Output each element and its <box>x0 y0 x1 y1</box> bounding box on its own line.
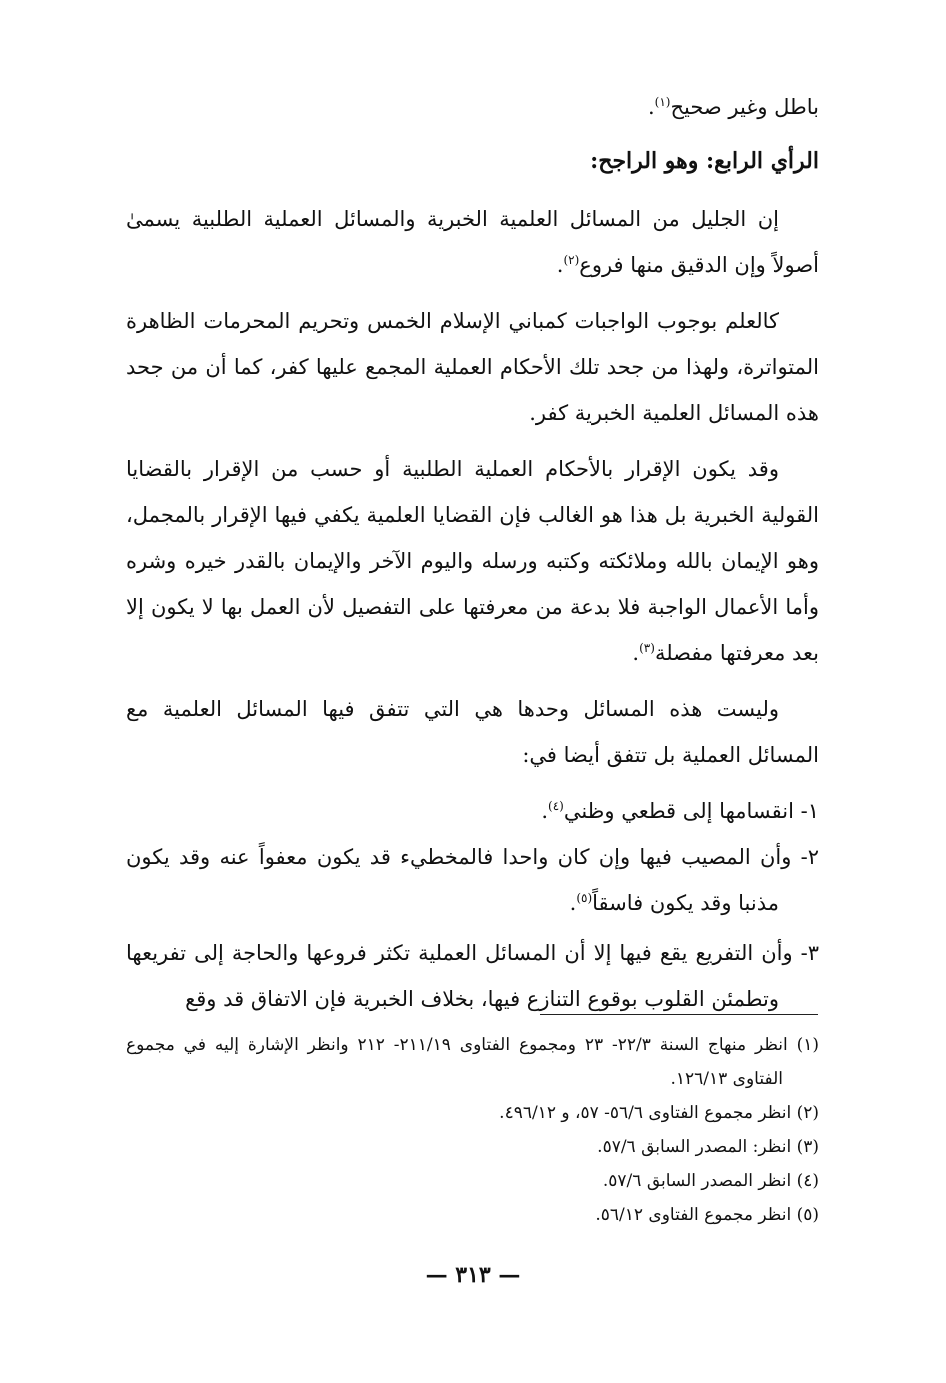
page-number: — ٣١٣ — <box>425 1262 521 1288</box>
footnote-2: (٢) انظر مجموع الفتاوى ٥٦/٦- ٥٧، و ٤٩٦/١٢. <box>499 1103 819 1123</box>
paragraph-1-end: . <box>556 253 564 277</box>
footnote-5: (٥) انظر مجموع الفتاوى ٥٦/١٢. <box>595 1205 819 1225</box>
footnote-ref-2: (٢) <box>563 253 580 267</box>
paragraph-3-end: . <box>632 641 640 665</box>
continuation-end: . <box>647 95 655 119</box>
list-item-1-end: . <box>541 799 548 823</box>
footnote-3: (٣) انظر: المصدر السابق ٥٧/٦. <box>597 1137 819 1157</box>
footnote-ref-1: (١) <box>654 95 671 109</box>
continuation-text: باطل وغير صحيح <box>670 95 819 119</box>
continuation-line <box>126 84 819 130</box>
paragraph-4: وليست هذه المسائل وحدها هي التي تتفق فيها المسائل العلمية مع المسائل العملية بل تتفق أيضا في: <box>126 697 819 767</box>
footnote-ref-3: (٣) <box>639 641 655 655</box>
footnote-ref-4: (٤) <box>548 799 564 813</box>
list-item-1-text: ١- انقسامها إلى قطعي وظني <box>563 799 819 823</box>
paragraph-2: كالعلم بوجوب الواجبات كمباني الإسلام الخمس وتحريم المحرمات الظاهرة المتواترة، ولهذا من جحد تلك الأحكام العملية المجمع عليها كفر، كما أن من جحد هذه المسائل العلمية الخبرية كفر. <box>126 309 819 425</box>
footnote-1: (١) انظر منهاج السنة ٢٢/٣- ٢٣ ومجموع الفتاوى ٢١١/١٩- ٢١٢ وانظر الإشارة إليه في مجموع الفتاوى ١٢٦/١٣. <box>126 1035 819 1089</box>
list-item-2-text: ٢- وأن المصيب فيها وإن كان واحدا فالمخطيء قد يكون معفواً عنه وقد يكون مذنبا وقد يكون فاسقاً <box>126 845 819 915</box>
footnote-separator <box>540 1014 818 1015</box>
footnotes <box>126 1028 819 1232</box>
paragraph-3-text: وقد يكون الإقرار بالأحكام العملية الطلبية أو حسب من الإقرار بالقضايا القولية الخبرية بل هذا هو الغالب فإن القضايا العلمية يكفي فيها الإقرار بالمجمل، وهو الإيمان بالله وملائكته وكتبه ورسله واليوم الآخر والإيمان بالقدر خيره وشره وأما الأعمال الواجبة فلا بدعة من معرفتها على التفصيل لأن العمل بها لا يكون إلا بعد معرفتها مفصلة <box>126 457 819 665</box>
main-text <box>126 84 819 1022</box>
list-item-2 <box>126 834 819 926</box>
paragraph-1 <box>126 196 819 288</box>
list-item-1 <box>126 788 819 834</box>
section-heading: الرأي الرابع: وهو الراجح: <box>590 148 819 174</box>
paragraph-3 <box>126 446 819 676</box>
footnote-4: (٤) انظر المصدر السابق ٥٧/٦. <box>602 1171 819 1191</box>
paragraph-1-text: إن الجليل من المسائل العلمية الخبرية والمسائل العملية الطلبية يسمىٰ أصولاً وإن الدقيق منها فروع <box>126 207 819 277</box>
footnote-ref-5: (٥) <box>576 891 593 905</box>
list-item-3: ٣- وأن التفريع يقع فيها إلا أن المسائل العملية تكثر فروعها والحاجة إلى تفريعها وتطمئن القلوب بوقوع التنازع فيها، بخلاف الخبرية فإن الاتفاق قد وقع <box>126 941 819 1011</box>
list-item-2-end: . <box>569 891 577 915</box>
